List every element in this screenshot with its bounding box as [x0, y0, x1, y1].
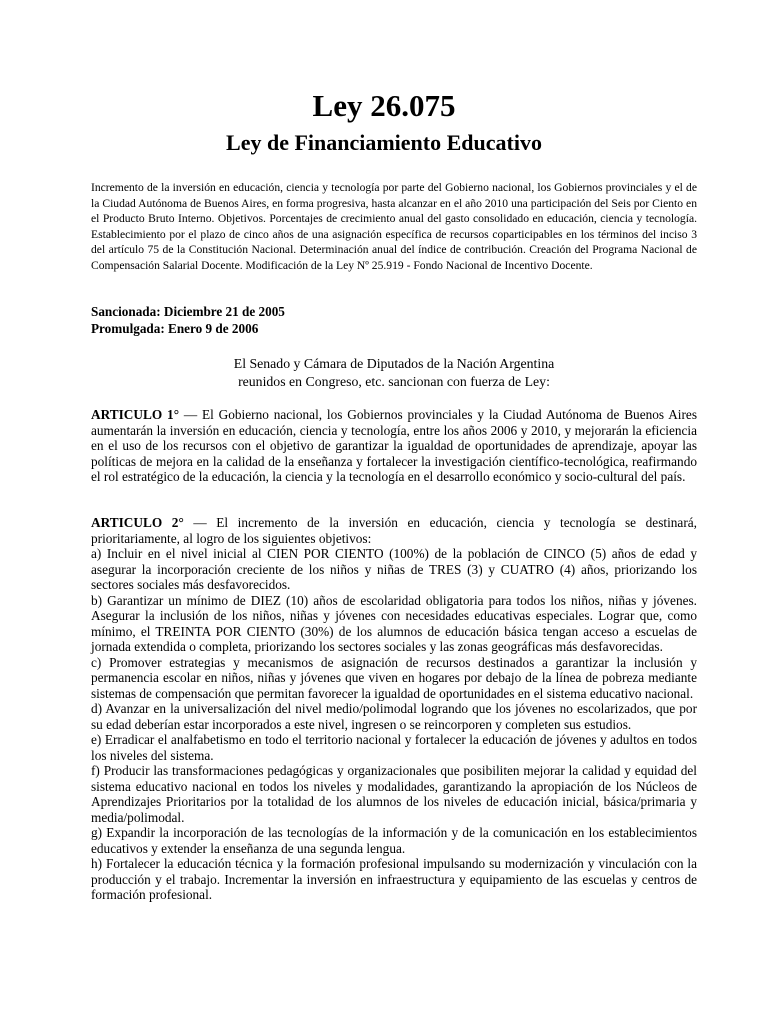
sancionada-date: Sancionada: Diciembre 21 de 2005: [91, 304, 285, 319]
enacting-formula-line-1: El Senado y Cámara de Diputados de la Nación Argentina: [233, 356, 555, 371]
articulo-1-label: ARTICULO 1°: [91, 407, 180, 422]
law-title: Ley 26.075: [312, 88, 456, 123]
enacting-formula-line-2: reunidos en Congreso, etc. sancionan con fuerza de Ley:: [238, 373, 550, 389]
articulo-1-text: — El Gobierno nacional, los Gobiernos provinciales y la Ciudad Autónoma de Buenos Aires aumentarán la inversión en educación, ciencia y tecnología, entre los años 2006 y 2010, y mejorarán la eficiencia en el uso de los recursos con el objetivo de garantizar la igualdad de oportunidades de aprendizaje, apoyar las políticas de mejora en la calidad de la enseñanza y fortalecer la investigación científico-tecnológica, reafirmando el rol estratégico de la educación, la ciencia y la tecnología en el desarrollo económico y socio-cultural del país.: [91, 407, 697, 484]
articulo-1: [91, 407, 697, 485]
objective-item-g: g) Expandir la incorporación de las tecnologías de la información y de la comunicación en los establecimientos educativos y extender la enseñanza de una segunda lengua.: [91, 825, 697, 856]
objective-item-d: d) Avanzar en la universalización del nivel medio/polimodal logrando que los jóvenes no escolarizados, que por su edad deberían estar incorporados a este nivel, ingresen o se reincorporen y completen sus estudios.: [91, 701, 697, 732]
law-summary: Incremento de la inversión en educación, ciencia y tecnología por parte del Gobierno nacional, los Gobiernos provinciales y el de la Ciudad Autónoma de Buenos Aires, en forma progresiva, hasta alcanzar en el año 2010 una participación del Seis por Ciento en el Producto Bruto Interno. Objetivos. Porcentajes de crecimiento anual del gasto consolidado en educación, ciencia y tecnología. Establecimiento por el plazo de cinco años de una asignación específica de recursos coparticipables en los términos del inciso 3 del artículo 75 de la Constitución Nacional. Determinación anual del índice de contribución. Creación del Programa Nacional de Compensación Salarial Docente. Modificación de la Ley Nº 25.919 - Fondo Nacional de Incentivo Docente.: [91, 181, 697, 272]
law-dates: [91, 303, 697, 337]
enacting-formula: [91, 355, 697, 390]
objective-item-b: b) Garantizar un mínimo de DIEZ (10) años de escolaridad obligatoria para todos los niños, niñas y jóvenes. Asegurar la inclusión de los niños, niñas y jóvenes con necesidades educativas especiales. Lograr que, como mínimo, el TREINTA POR CIENTO (30%) de los alumnos de educación básica tengan acceso a escuelas de jornada extendida o completa, priorizando los sectores sociales y las zonas geográficas más desfavorecidas.: [91, 592, 697, 654]
articulo-2-label: ARTICULO 2°: [91, 515, 184, 530]
objective-item-h: h) Fortalecer la educación técnica y la formación profesional impulsando su modernización y vinculación con la producción y el trabajo. Incrementar la inversión en infraestructura y equipamiento de las escuelas y centros de formación profesional.: [91, 856, 697, 902]
articulo-2-text: — El incremento de la inversión en educación, ciencia y tecnología se destinará, prioritariamente, al logro de los siguientes objetivos:: [91, 515, 697, 546]
objective-item-c: c) Promover estrategias y mecanismos de asignación de recursos destinados a garantizar la inclusión y permanencia escolar en niños, niñas y jóvenes que viven en hogares por debajo de la línea de pobreza mediante sistemas de compensación que permitan favorecer la igualdad de oportunidades en el sistema educativo nacional.: [91, 654, 697, 701]
objective-item-f: f) Producir las transformaciones pedagógicas y organizacionales que posibiliten mejorar la calidad y equidad del sistema educativo nacional en todos los niveles y modalidades, garantizando la apropiación de los Núcleos de Aprendizajes Prioritarios por la totalidad de los alumnos de los niveles de educación inicial, básica/primaria y media/polimodal.: [91, 763, 697, 825]
articulo-2: [91, 515, 697, 903]
articulo-2-intro: [91, 515, 697, 546]
objective-item-e: e) Erradicar el analfabetismo en todo el territorio nacional y fortalecer la educación de jóvenes y adultos en todos los niveles del sistema.: [91, 732, 697, 763]
objective-item-a: a) Incluir en el nivel inicial al CIEN POR CIENTO (100%) de la población de CINCO (5) años de edad y asegurar la incorporación creciente de los niños y niñas de TRES (3) y CUATRO (4) años, priorizando los sectores sociales más desfavorecidos.: [91, 546, 697, 592]
law-subtitle: Ley de Financiamiento Educativo: [226, 130, 542, 155]
promulgada-date: Promulgada: Enero 9 de 2006: [91, 321, 259, 336]
